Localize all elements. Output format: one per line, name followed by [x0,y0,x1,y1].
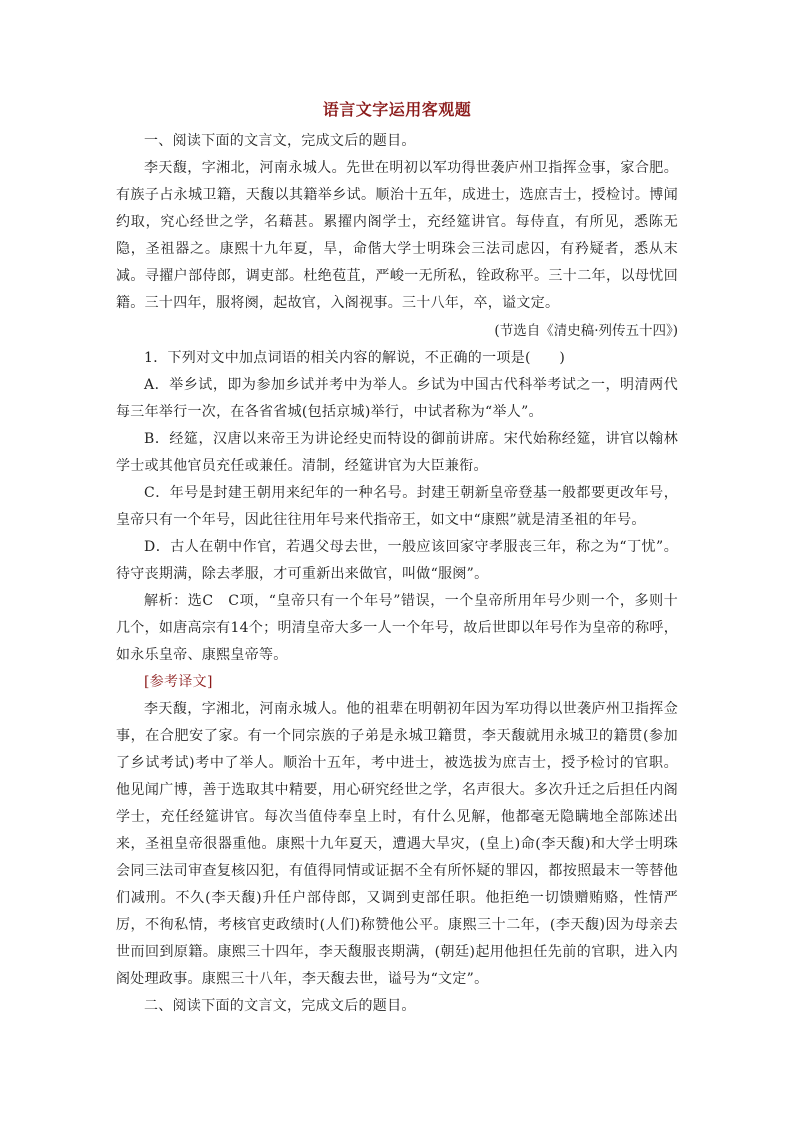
passage-paragraph: 李天馥，字湘北，河南永城人。先世在明初以军功得世袭庐州卫指挥佥事，家合肥。有族子占永城卫籍，天馥以其籍举乡试。顺治十五年，成进士，选庶吉士，授检讨。博闻约取，究心经世之学，名藉甚。累擢内阁学士，充经筵讲官。每侍直，有所见，悉陈无隐，圣祖器之。康熙十九年夏，旱，命偕大学士明珠会三法司虑囚，有矜疑者，悉从末减。寻擢户部侍郎，调吏部。杜绝苞苴，严峻一无所私，铨政称平。三十二年，以母忧回籍。三十四年，服将阕，起故官，入阁视事。三十八年，卒，谥文定。 [116,160,678,311]
translation-paragraph: 李天馥，字湘北，河南永城人。他的祖辈在明朝初年因为军功得以世袭庐州卫指挥佥事，在合肥安了家。有一个同宗族的子弟是永城卫籍贯，李天馥就用永城卫的籍贯(参加了乡试考试)考中了举人。顺治十五年，考中进士，被选拔为庶吉士，授予检讨的官职。他见闻广博，善于选取其中精要，用心研究经世之学，名声很大。多次升迁之后担任内阁学士，充任经筵讲官。每次当值侍奉皇上时，有什么见解，他都毫无隐瞒地全部陈述出来，圣祖皇帝很器重他。康熙十九年夏天，遭遇大旱灾，(皇上)命(李天馥)和大学士明珠会同三法司审查复核囚犯，有值得同情或证据不全有所怀疑的罪囚，都按照最末一等替他们减刑。不久(李天馥)升任户部侍郎，又调到吏部任职。他拒绝一切馈赠贿赂，性情严厉，不徇私情，考核官吏政绩时(人们)称赞他公平。康熙三十二年，(李天馥)因为母亲去世而回到原籍。康熙三十四年，李天馥服丧期满，(朝廷)起用他担任先前的官职，进入内阁处理政事。康熙三十八年，李天馥去世，谥号为“文定”。 [116,701,678,987]
source-citation: (节选自《清史稿·列传五十四》) [494,323,678,339]
page-title: 语言文字运用客观题 [322,100,472,119]
question-block [116,345,678,1020]
question-1: 1．下列对文中加点词语的相关内容的解说，不正确的一项是( ) [144,350,566,366]
section-2-heading: 二、阅读下面的文言文，完成文后的题目。 [144,998,416,1014]
analysis-paragraph: 解析：选C C项，“皇帝只有一个年号”错误，一个皇帝所用年号少则一个，多则十几个，如唐高宗有14个；明清皇帝大多一人一个年号，故后世即以年号作为皇帝的称呼，如永乐皇帝、康熙皇帝等。 [116,593,678,663]
section-1-heading: 一、阅读下面的文言文，完成文后的题目。 [144,133,416,149]
option-a: A．举乡试，即为参加乡试并考中为举人。乡试为中国古代科举考试之一，明清两代每三年举行一次，在各省省城(包括京城)举行，中试者称为“举人”。 [116,377,678,420]
reference-translation-label: [参考译文] [144,674,213,690]
section-1 [116,128,678,317]
option-c: C．年号是封建王朝用来纪年的一种名号。封建王朝新皇帝登基一般都要更改年号，皇帝只有一个年号，因此往往用年号来代指帝王，如文中“康熙”就是清圣祖的年号。 [116,485,678,528]
option-d: D．古人在朝中作官，若遇父母去世，一般应该回家守孝服丧三年，称之为“丁忧”。待守丧期满，除去孝服，才可重新出来做官，叫做“服阕”。 [116,539,678,582]
option-b: B．经筵，汉唐以来帝王为讲论经史而特设的御前讲席。宋代始称经筵，讲官以翰林学士或其他官员充任或兼任。清制，经筵讲官为大臣兼衔。 [116,431,678,474]
